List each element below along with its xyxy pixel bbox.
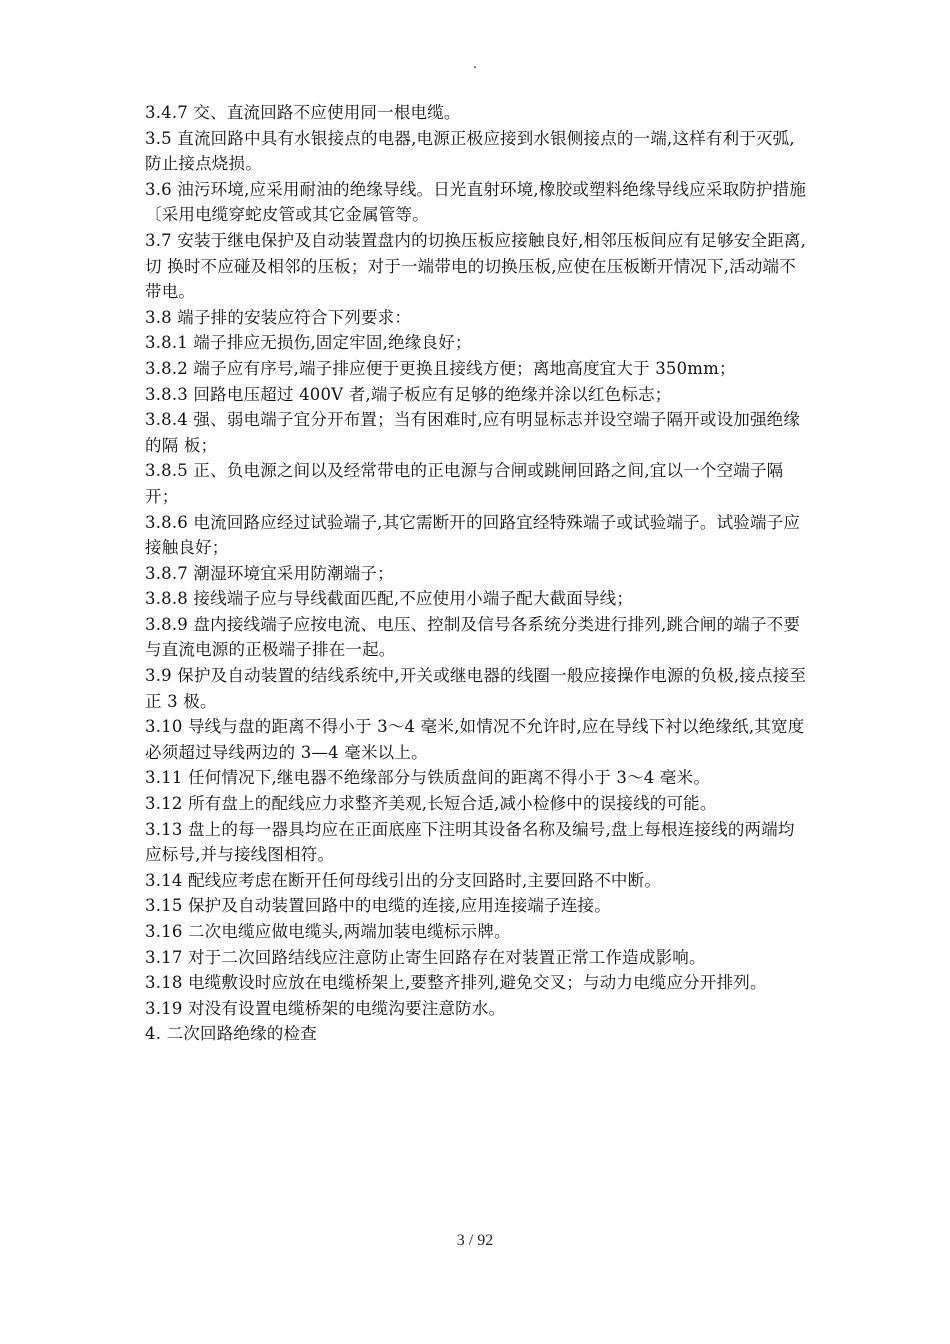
section-heading: 4. 二次回路绝缘的检查 <box>145 1024 317 1044</box>
paragraph: 3.8.8 接线端子应与导线截面匹配,不应使用小端子配大截面导线； <box>145 589 634 609</box>
paragraph: 3.17 对于二次回路结线应注意防止寄生回路存在对装置正常工作造成影响。 <box>145 947 706 967</box>
paragraph: 3.12 所有盘上的配线应力求整齐美观,长短合适,减小检修中的误接线的可能。 <box>145 794 717 814</box>
paragraph: 3.14 配线应考虑在断开任何母线引出的分支回路时,主要回路不中断。 <box>145 870 662 890</box>
paragraph: 3.8.3 回路电压超过 400V 者,端子板应有足够的绝缘并涂以红色标志； <box>145 384 672 404</box>
paragraph: 3.5 直流回路中具有水银接点的电器,电源正极应接到水银侧接点的一端,这样有利于灭弧,防止接点烧损。 <box>145 128 795 174</box>
paragraph: 3.10 导线与盘的距离不得小于 3～4 毫米,如情况不允许时,应在导线下衬以绝缘纸,其宽度必须超过导线两边的 3—4 毫米以上。 <box>145 717 805 762</box>
paragraph: 3.8.1 端子排应无损伤,固定牢固,绝缘良好； <box>145 333 472 353</box>
paragraph: 3.8 端子排的安装应符合下列要求： <box>145 307 412 327</box>
page-number: 3 / 92 <box>456 1232 494 1249</box>
paragraph: 3.8.9 盘内接线端子应按电流、电压、控制及信号各系统分类进行排列,跳合闸的端子不要与直流电源的正极端子排在一起。 <box>145 614 801 660</box>
paragraph: 3.4.7 交、直流回路不应使用同一根电缆。 <box>145 103 461 122</box>
paragraph: 3.8.4 强、弱电端子宜分开布置；当有困难时,应有明显标志并设空端子隔开或设加强绝缘的隔 板； <box>145 410 801 455</box>
body-text <box>145 100 810 1047</box>
paragraph: 3.8.6 电流回路应经过试验端子,其它需断开的回路宜经特殊端子或试验端子。试验端子应接触良好； <box>145 512 801 558</box>
paragraph: 3.15 保护及自动装置回路中的电缆的连接,应用连接端子连接。 <box>145 896 611 916</box>
paragraph: 3.8.7 潮湿环境宜采用防潮端子； <box>145 563 394 583</box>
paragraph: 3.19 对没有设置电缆桥架的电缆沟要注意防水。 <box>145 998 506 1018</box>
header-mark: . <box>472 56 478 72</box>
paragraph: 3.9 保护及自动装置的结线系统中,开关或继电器的线圈一般应接操作电源的负极,接点接至正 3 极。 <box>145 666 807 711</box>
paragraph: 3.7 安装于继电保护及自动装置盘内的切换压板应接触良好,相邻压板间应有足够安全距离,切 换时不应碰及相邻的压板；对于一端带电的切换压板,应使在压板断开情况下,活动端不带电。 <box>145 230 807 302</box>
paragraph: 3.18 电缆敷设时应放在电缆桥架上,要整齐排列,避免交叉；与动力电缆应分开排列。 <box>145 973 767 993</box>
paragraph: 3.13 盘上的每一器具均应在正面底座下注明其设备名称及编号,盘上每根连接线的两端均应标号,并与接线图相符。 <box>145 819 795 865</box>
paragraph: 3.8.5 正、负电源之间以及经常带电的正电源与合闸或跳闸回路之间,宜以一个空端子隔开； <box>145 461 784 506</box>
paragraph: 3.16 二次电缆应做电缆头,两端加装电缆标示牌。 <box>145 922 511 941</box>
paragraph: 3.6 油污环境,应采用耐油的绝缘导线。日光直射环境,橡胶或塑料绝缘导线应采取防护措施 〔采用电缆穿蛇皮管或其它金属管等。 <box>145 179 812 225</box>
paragraph: 3.11 任何情况下,继电器不绝缘部分与铁质盘间的距离不得小于 3～4 毫米。 <box>145 768 711 788</box>
paragraph: 3.8.2 端子应有序号,端子排应便于更换且接线方便；离地高度宜大于 350mm； <box>145 358 736 378</box>
